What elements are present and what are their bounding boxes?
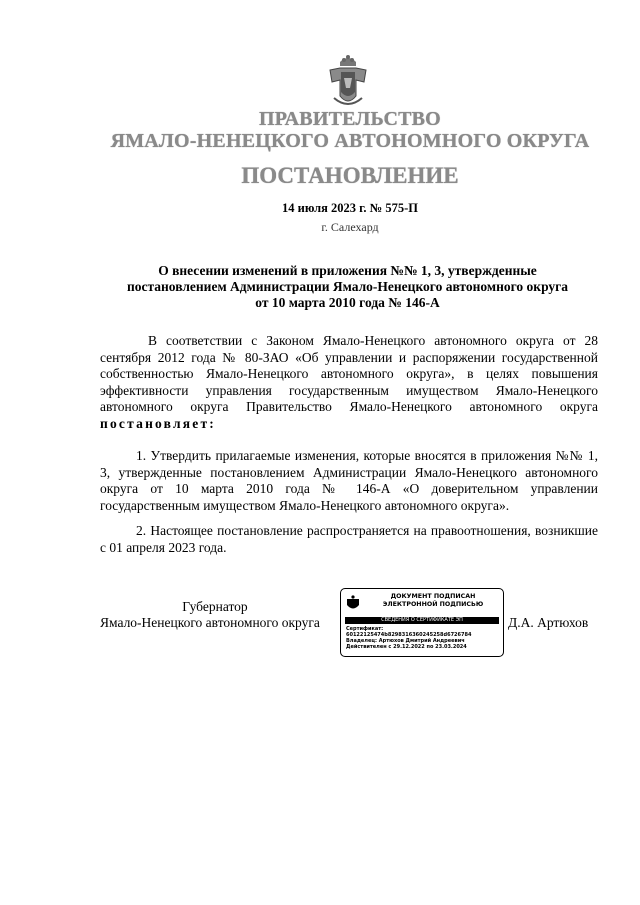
stamp-band: СВЕДЕНИЯ О СЕРТИФИКАТЕ ЭП xyxy=(345,617,499,624)
city: г. Салехард xyxy=(321,220,379,234)
stamp-heading-line: ДОКУМЕНТ ПОДПИСАН xyxy=(390,593,476,600)
government-title: ПРАВИТЕЛЬСТВО xyxy=(259,108,441,130)
stamp-heading-line: ЭЛЕКТРОННОЙ ПОДПИСЬЮ xyxy=(382,601,484,608)
electronic-signature-stamp xyxy=(340,588,504,657)
stamp-validity: Действителен с 29.12.2022 по 23.03.2024 xyxy=(346,644,467,650)
stamp-cert-number: 60122125474b8298316360245258d6726784 xyxy=(346,632,472,638)
signatory-name: Д.А. Артюхов xyxy=(508,615,589,630)
paragraph-preamble xyxy=(100,333,598,432)
government-region: ЯМАЛО-НЕНЕЦКОГО АВТОНОМНОГО ОКРУГА xyxy=(110,130,590,152)
document-subject xyxy=(100,263,595,311)
resolves-colon: : xyxy=(209,415,216,431)
stamp-owner: Владелец: Артюхов Дмитрий Андреевич xyxy=(346,638,465,644)
paragraph-item-2: 2. Настоящее постановление распространяется на правоотношения, возникшие с 01 апреля 2023 года. xyxy=(100,523,598,555)
subject-line: от 10 марта 2010 года № 146-А xyxy=(255,295,440,310)
signatory-region: Ямало-Ненецкого автономного округа xyxy=(100,615,320,630)
date-number: 14 июля 2023 г. № 575-П xyxy=(282,201,418,215)
stamp-heading xyxy=(365,593,501,609)
stamp-cert-label: Сертификат: xyxy=(346,626,384,632)
coat-of-arms-icon xyxy=(326,52,370,112)
subject-line: постановлением Администрации Ямало-Ненецкого автономного округа xyxy=(126,279,569,294)
signatory-position: Губернатор xyxy=(182,599,248,614)
emblem-icon xyxy=(345,595,361,613)
resolves-word: постановляет xyxy=(100,415,210,431)
subject-line: О внесении изменений в приложения №№ 1, 3, утвержденные xyxy=(158,263,537,278)
preamble-text: В соответствии с Законом Ямало-Ненецкого автономного округа от 28 сентября 2012 года № 80-ЗАО «Об управлении и распоряжении государственной собственностью Ямало-Ненецкого автономного округа», в целях повышения эффективности управления государственным имуществом Ямало-Ненецкого автономного округа Правительство Ямало-Ненецкого автономного округа xyxy=(100,333,598,414)
document-type: ПОСТАНОВЛЕНИЕ xyxy=(241,163,459,188)
paragraph-item-1: 1. Утвердить прилагаемые изменения, которые вносятся в приложения №№ 1, 3, утвержденные постановлением Администрации Ямало-Ненецкого автономного округа от 10 марта 2010 года № 146-А «О доверительном управлении государственным имуществом Ямало-Ненецкого автономного округа». xyxy=(100,448,598,513)
